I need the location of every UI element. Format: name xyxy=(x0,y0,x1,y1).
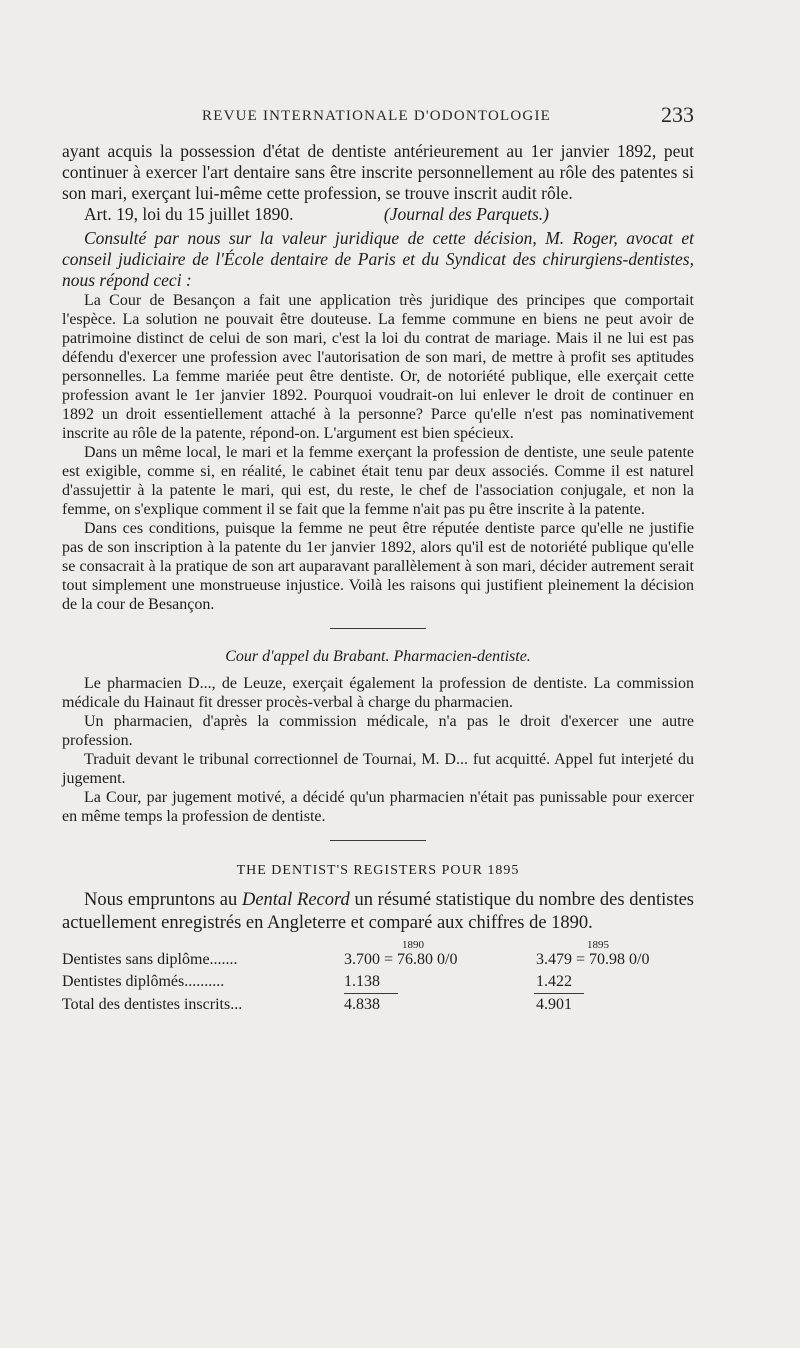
statistics-table xyxy=(62,939,694,1017)
paragraph-brabant-3: Traduit devant le tribunal correctionnel de Tournai, M. D... fut acquitté. Appel fut interjeté du jugement. xyxy=(62,751,694,787)
law-citation: Art. 19, loi du 15 juillet 1890. xyxy=(84,204,294,224)
section-title-registers: THE DENTIST'S REGISTERS POUR 1895 xyxy=(236,863,520,878)
sum-rule xyxy=(344,993,398,994)
page-number: 233 xyxy=(661,102,694,127)
sum-rule xyxy=(534,993,584,994)
paragraph-brabant-1: Le pharmacien D..., de Leuze, exerçait également la profession de dentiste. La commission médicale du Hainaut fit dresser procès-verbal à charge du pharmacien. xyxy=(62,675,694,711)
source-title: Dental Record xyxy=(241,890,350,910)
table-row xyxy=(62,973,694,994)
table-row xyxy=(62,951,694,972)
paragraph-brabant-4: La Cour, par jugement motivé, a décidé qu'un pharmacien n'était pas punissable pour exercer en même temps la profession de dentiste. xyxy=(62,789,694,825)
value-1890: 1.138 xyxy=(344,973,380,990)
paragraph-registers-intro xyxy=(62,889,694,935)
intro-text: Nous empruntons au xyxy=(84,890,242,910)
paragraph-brabant-2: Un pharmacien, d'après la commission médicale, n'a pas le droit d'exercer une autre profession. xyxy=(62,713,694,749)
table-row xyxy=(62,996,694,1017)
paragraph-opinion-1: La Cour de Besançon a fait une application très juridique des principes que comportait l'espèce. La solution ne pouvait être douteuse. La femme commune en biens ne peut avoir de patrimoine distinct de celui de son mari, c'est la loi du contrat de mariage. Mais il ne lui est pas défendu d'exercer une profession avec l'autorisation de son mari, de mettre à profit ses aptitudes personnelles. La femme mariée peut être dentiste. Or, de notoriété publique, elle exerçait cette profession avant le 1er janvier 1892. Pourquoi voudrait-on lui enlever le droit de continuer en 1892 un droit essentiellement attaché à la personne? Parce qu'elle n'est pas nominativement inscrite au rôle de la patente, répond-on. L'argument est bien spécieux. xyxy=(62,292,694,442)
row-label: Dentistes diplômés.......... xyxy=(62,973,225,990)
section-divider xyxy=(330,628,426,629)
value-1890: 4.838 xyxy=(344,996,380,1013)
value-1890: 3.700 = 76.80 0/0 xyxy=(344,951,458,968)
value-1895: 1.422 xyxy=(536,973,572,990)
section-title-brabant: Cour d'appel du Brabant. Pharmacien-dentiste. xyxy=(225,648,531,665)
citation-line xyxy=(62,204,694,225)
journal-source: (Journal des Parquets.) xyxy=(383,204,549,224)
paragraph-opinion-3: Dans ces conditions, puisque la femme ne peut être réputée dentiste parce qu'elle ne justifie pas de son inscription à la patente du 1er janvier 1892, alors qu'il est de notoriété publique qu'elle se consacrait à la pratique de son art auparavant parallèlement à son mari, décider autrement serait tout simplement une monstrueuse injustice. Voilà les raisons qui justifient pleinement la décision de la cour de Besançon. xyxy=(62,520,694,613)
intro-text: un résumé statistique du nombre des dentistes actuellement enregistrés en Angleterre et comparé aux chiffres de 1890. xyxy=(62,890,695,933)
row-label: Dentistes sans diplôme....... xyxy=(62,951,238,968)
column-header-1895: 1895 xyxy=(587,939,609,951)
running-head: REVUE INTERNATIONALE D'ODONTOLOGIE xyxy=(202,108,552,124)
paragraph-decision-end: ayant acquis la possession d'état de dentiste antérieurement au 1er janvier 1892, peut continuer à exercer l'art dentaire sans être inscrite personnellement au rôle des patentes si son mari, exerçant lui-même cette profession, se trouve inscrit audit rôle. xyxy=(62,141,694,203)
page-header xyxy=(62,100,694,134)
body-text xyxy=(62,141,694,1017)
value-1895: 3.479 = 70.98 0/0 xyxy=(536,951,650,968)
section-divider xyxy=(330,840,426,841)
row-label: Total des dentistes inscrits... xyxy=(62,996,243,1013)
paragraph-consultation: Consulté par nous sur la valeur juridique de cette décision, M. Roger, avocat et conseil judiciaire de l'École dentaire de Paris et du Syndicat des chirurgiens-dentistes, nous répond ceci : xyxy=(62,228,694,290)
paragraph-opinion-2: Dans un même local, le mari et la femme exerçant la profession de dentiste, une seule patente est exigible, comme si, en réalité, le cabinet était tenu par deux associés. Comme il est naturel d'assujettir à la patente le mari, qui est, du reste, le chef de l'association conjugale, et non la femme, on s'explique comment il se fait que la femme n'ait pas pu être inscrite à la patente. xyxy=(62,444,694,518)
value-1895: 4.901 xyxy=(536,996,572,1013)
column-header-1890: 1890 xyxy=(402,939,424,951)
